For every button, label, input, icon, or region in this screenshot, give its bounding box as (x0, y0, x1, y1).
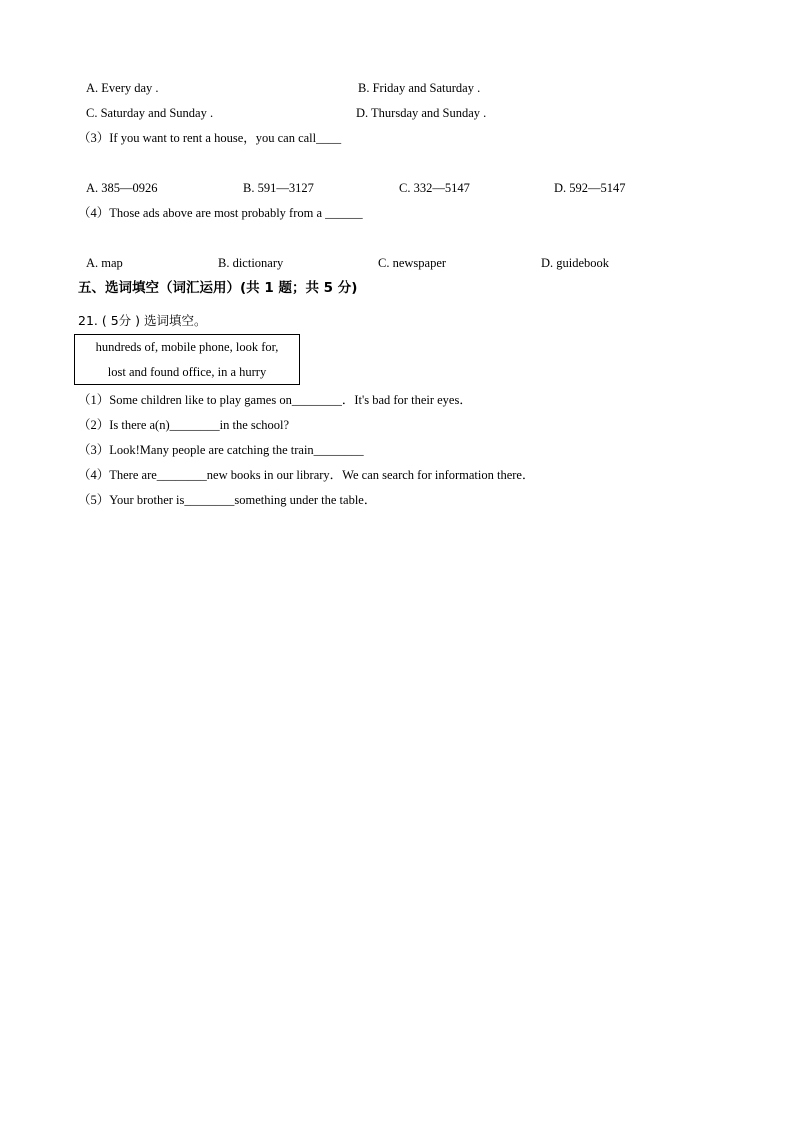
fill-item-3: （3）Look!Many people are catching the train________ (78, 443, 364, 457)
q3-option-b: B. 591—3127 (243, 181, 314, 195)
fill-item-4: （4）There are________new books in our library．We can search for information there． (78, 468, 535, 482)
q2-option-c: C. Saturday and Sunday . (86, 106, 214, 120)
q3-option-a: A. 385—0926 (86, 181, 158, 195)
fill-item-1: （1）Some children like to play games on________．It's bad for their eyes． (78, 393, 472, 407)
q3-option-d: D. 592—5147 (554, 181, 626, 195)
q4-option-b: B. dictionary (218, 256, 284, 270)
word-bank-line-1: hundreds of, mobile phone, look for, (95, 340, 279, 354)
word-bank-line-2: lost and found office, in a hurry (107, 365, 267, 379)
fill-item-2: （2）Is there a(n)________in the school? (78, 418, 290, 432)
q4-option-d: D. guidebook (541, 256, 610, 270)
question-title: 21. ( 5分 ) 选词填空。 (78, 313, 207, 328)
word-bank-box (74, 334, 300, 385)
q2-option-b: B. Friday and Saturday . (358, 81, 481, 95)
q2-option-a: A. Every day . (86, 81, 159, 95)
q2-option-d: D. Thursday and Sunday . (356, 106, 487, 120)
q3-stem: （3）If you want to rent a house，you can call____ (78, 131, 342, 145)
q4-option-c: C. newspaper (378, 256, 447, 270)
q4-stem: （4）Those ads above are most probably from a ______ (78, 206, 363, 220)
q4-option-a: A. map (86, 256, 123, 270)
fill-item-5: （5）Your brother is________something under the table． (78, 493, 377, 507)
section-heading: 五、选词填空（词汇运用）(共 1 题；共 5 分) (78, 280, 358, 296)
q3-option-c: C. 332—5147 (399, 181, 470, 195)
